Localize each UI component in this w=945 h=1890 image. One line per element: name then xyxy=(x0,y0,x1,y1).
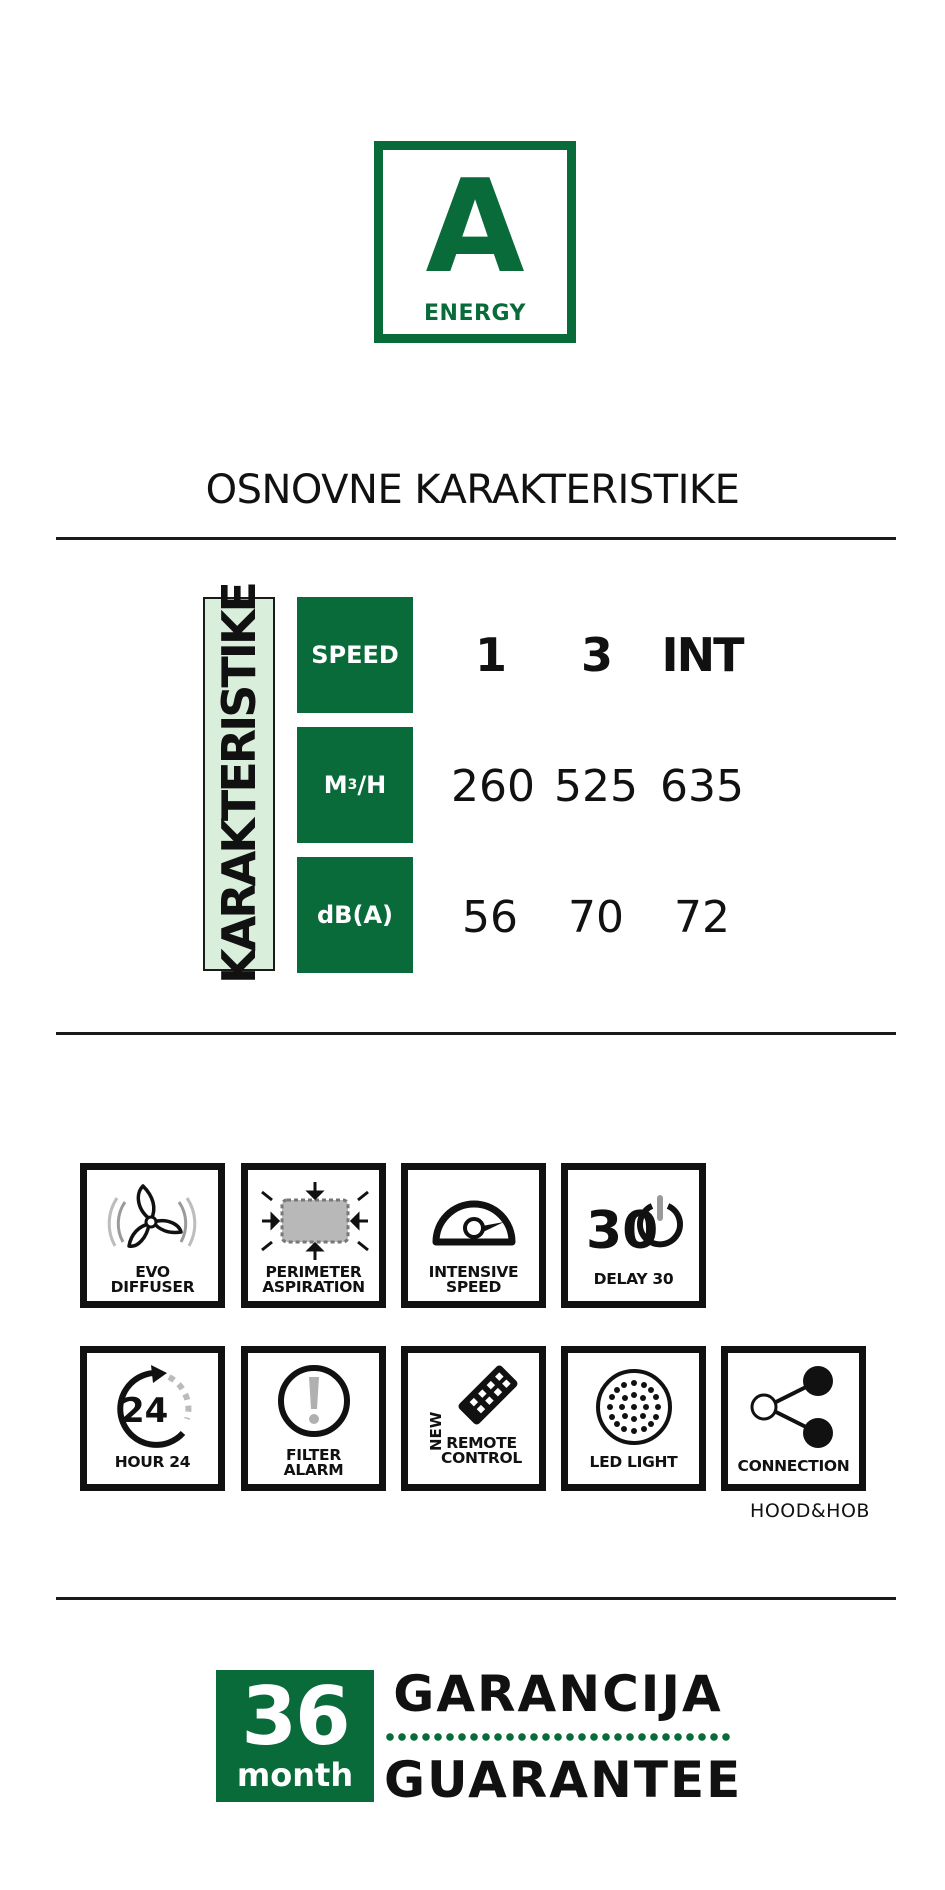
divider-top xyxy=(56,537,896,540)
airflow-value: 635 xyxy=(660,761,744,812)
feature-label: PERIMETER xyxy=(265,1263,362,1281)
feature-led-light xyxy=(561,1346,706,1491)
guarantee-months-badge xyxy=(216,1670,374,1802)
feature-label: DELAY 30 xyxy=(593,1270,674,1288)
guarantee-unit: month xyxy=(236,1756,354,1794)
guarantee-months: 36 xyxy=(241,1670,349,1763)
airflow-value: 260 xyxy=(451,761,535,812)
noise-header: dB(A) xyxy=(297,857,413,973)
feature-label: ASPIRATION xyxy=(262,1278,365,1296)
delay-number: 30 xyxy=(586,1201,659,1261)
feature-label: CONTROL xyxy=(441,1449,522,1467)
new-tag: NEW xyxy=(427,1411,445,1451)
feature-label: FILTER xyxy=(286,1446,341,1464)
airflow-unit-tail: /H xyxy=(357,771,387,799)
feature-perimeter-aspiration xyxy=(241,1163,386,1308)
divider-bottom xyxy=(56,1597,896,1600)
feature-intensive-speed xyxy=(401,1163,546,1308)
feature-hour-24 xyxy=(80,1346,225,1491)
feature-label: CONNECTION xyxy=(737,1457,850,1475)
section-title: OSNOVNE KARAKTERISTIKE xyxy=(205,467,740,513)
energy-class-letter: A xyxy=(425,153,525,302)
dotted-separator xyxy=(384,1733,732,1741)
noise-value: 72 xyxy=(674,892,730,943)
feature-evo-diffuser xyxy=(80,1163,225,1308)
feature-label: DIFFUSER xyxy=(110,1278,195,1296)
specs-vertical-label xyxy=(203,584,275,984)
speed-value: 1 xyxy=(474,628,505,682)
hour-number: 24 xyxy=(121,1391,169,1431)
guarantee-word-local: GARANCIJA xyxy=(393,1665,723,1723)
feature-label: HOUR 24 xyxy=(114,1453,191,1471)
specs-vertical-text: KARAKTERISTIKE xyxy=(212,584,266,984)
speed-header: SPEED xyxy=(297,597,413,713)
feature-connection xyxy=(721,1346,866,1491)
guarantee-word-en: GUARANTEE xyxy=(384,1751,743,1809)
divider-middle xyxy=(56,1032,896,1035)
connection-note: HOOD&HOB xyxy=(750,1500,870,1522)
airflow-unit-base: M xyxy=(323,771,348,799)
speed-value: INT xyxy=(661,628,743,682)
speed-value: 3 xyxy=(580,628,611,682)
feature-remote-control xyxy=(401,1346,546,1491)
feature-label: ALARM xyxy=(283,1461,344,1479)
feature-delay-30 xyxy=(561,1163,706,1308)
airflow-unit-sup: 3 xyxy=(347,777,358,793)
feature-filter-alarm xyxy=(241,1346,386,1491)
airflow-header xyxy=(297,727,413,843)
noise-value: 56 xyxy=(462,892,518,943)
feature-label: SPEED xyxy=(445,1278,502,1296)
feature-label: EVO xyxy=(135,1263,170,1281)
energy-class-badge xyxy=(374,141,576,343)
airflow-value: 525 xyxy=(554,761,638,812)
feature-label: REMOTE xyxy=(446,1434,517,1452)
feature-label: LED LIGHT xyxy=(589,1453,678,1471)
noise-value: 70 xyxy=(568,892,624,943)
energy-label: ENERGY xyxy=(424,301,526,326)
feature-label: INTENSIVE xyxy=(428,1263,519,1281)
